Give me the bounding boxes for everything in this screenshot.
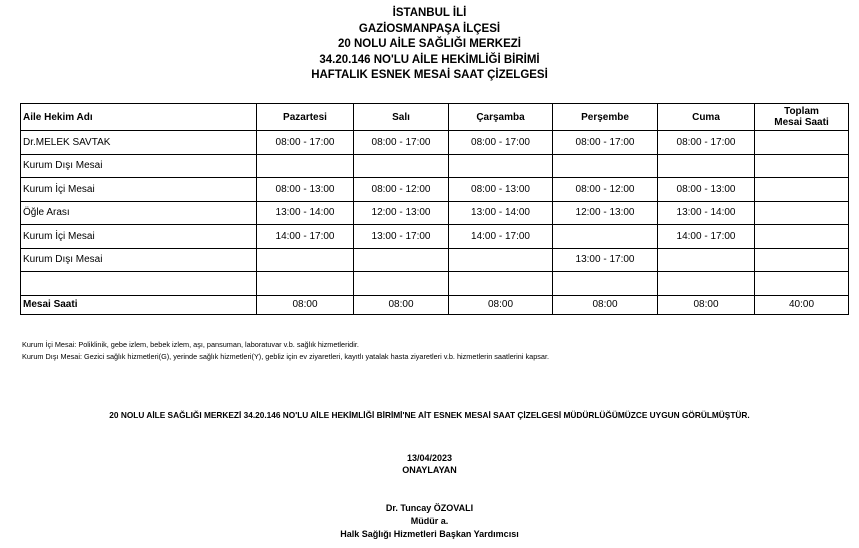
table-cell (755, 154, 849, 178)
table-row (21, 272, 849, 296)
approval-date-block (0, 452, 859, 476)
table-cell (553, 154, 658, 178)
summary-row (21, 295, 849, 314)
table-cell: 13:00 - 17:00 (354, 225, 449, 249)
table-cell (755, 272, 849, 296)
table-cell: 08:00 - 17:00 (553, 131, 658, 155)
signer-position: Halk Sağlığı Hizmetleri Başkan Yardımcısı (340, 529, 519, 539)
table-cell: 08:00 - 17:00 (354, 131, 449, 155)
col-header-monday: Pazartesi (257, 104, 354, 131)
col-header-doctor: Aile Hekim Adı (21, 104, 257, 131)
table-cell (449, 272, 553, 296)
row-label: Dr.MELEK SAVTAK (21, 131, 257, 155)
summary-label: Mesai Saati (21, 295, 257, 314)
summary-cell: 08:00 (354, 295, 449, 314)
summary-cell: 08:00 (257, 295, 354, 314)
table-row (21, 201, 849, 225)
table-cell: 08:00 - 17:00 (449, 131, 553, 155)
row-label (21, 272, 257, 296)
header-province: İSTANBUL İLİ (392, 7, 467, 19)
approval-statement: 20 NOLU AİLE SAĞLIĞI MERKEZİ 34.20.146 NO'LU AİLE HEKİMLİĞİ BİRİMİ'NE AİT ESNEK MESAİ SAAT ÇİZELGESİ MÜDÜRLÜĞÜMÜZCE UYGUN GÖRÜLMÜŞTÜR. (109, 410, 750, 420)
approval-date: 13/04/2023 (406, 453, 453, 463)
signer-name: Dr. Tuncay ÖZOVALI (385, 503, 474, 513)
table-cell: 08:00 - 17:00 (658, 131, 755, 155)
table-cell: 08:00 - 13:00 (257, 178, 354, 202)
summary-cell: 08:00 (449, 295, 553, 314)
row-label: Öğle Arası (21, 201, 257, 225)
table-cell: 13:00 - 14:00 (257, 201, 354, 225)
table-row (21, 225, 849, 249)
table-cell (553, 272, 658, 296)
table-cell: 12:00 - 13:00 (553, 201, 658, 225)
table-row (21, 154, 849, 178)
table-cell: 14:00 - 17:00 (449, 225, 553, 249)
summary-total-cell: 40:00 (755, 295, 849, 314)
header-district: GAZİOSMANPAŞA İLÇESİ (358, 22, 501, 35)
footnote-internal: Kurum İçi Mesai: Poliklinik, gebe izlem, bebek izlem, aşı, pansuman, laboratuvar v.b. sağlık hizmetleridir. (22, 340, 359, 349)
table-cell: 13:00 - 17:00 (553, 248, 658, 272)
col-header-wednesday: Çarşamba (449, 104, 553, 131)
table-cell (658, 248, 755, 272)
table-cell (755, 201, 849, 225)
table-header-row (21, 104, 849, 131)
table-cell (449, 154, 553, 178)
header-unit: 34.20.146 NO'LU AİLE HEKİMLİĞİ BİRİMİ (319, 53, 540, 66)
schedule-table (20, 103, 849, 315)
table-cell (354, 248, 449, 272)
footnotes (22, 339, 549, 362)
col-header-friday: Cuma (658, 104, 755, 131)
table-cell: 14:00 - 17:00 (658, 225, 755, 249)
table-cell: 08:00 - 13:00 (449, 178, 553, 202)
table-cell: 14:00 - 17:00 (257, 225, 354, 249)
table-cell (257, 154, 354, 178)
table-cell: 12:00 - 13:00 (354, 201, 449, 225)
signature-block (0, 502, 859, 541)
table-cell (354, 272, 449, 296)
row-label: Kurum İçi Mesai (21, 178, 257, 202)
table-row (21, 248, 849, 272)
table-cell (257, 272, 354, 296)
table-cell: 08:00 - 12:00 (354, 178, 449, 202)
table-cell (449, 248, 553, 272)
document-header (0, 6, 859, 84)
col-header-thursday: Perşembe (553, 104, 658, 131)
table-cell (658, 154, 755, 178)
header-health-center: 20 NOLU AİLE SAĞLIĞI MERKEZİ (338, 38, 521, 50)
summary-cell: 08:00 (553, 295, 658, 314)
footnote-external: Kurum Dışı Mesai: Gezici sağlık hizmetleri(G), yerinde sağlık hizmetleri(Y), gebliz için ev ziyaretleri, kayıtlı yatalak hasta ziyaretleri v.b. hizmetlerin saatlerini kapsar. (22, 351, 550, 361)
table-row (21, 131, 849, 155)
table-cell: 08:00 - 12:00 (553, 178, 658, 202)
table-cell (354, 154, 449, 178)
summary-cell: 08:00 (658, 295, 755, 314)
table-cell (755, 248, 849, 272)
row-label: Kurum Dışı Mesai (21, 154, 257, 178)
table-cell: 08:00 - 17:00 (257, 131, 354, 155)
table-cell (553, 225, 658, 249)
table-cell (658, 272, 755, 296)
table-cell (755, 131, 849, 155)
table-cell: 08:00 - 13:00 (658, 178, 755, 202)
col-header-total-hours: Toplam Mesai Saati (755, 104, 849, 131)
signer-title: Müdür a. (410, 516, 449, 526)
table-cell: 13:00 - 14:00 (449, 201, 553, 225)
row-label: Kurum Dışı Mesai (21, 248, 257, 272)
table-cell: 13:00 - 14:00 (658, 201, 755, 225)
table-cell (755, 178, 849, 202)
approver-label: ONAYLAYAN (402, 465, 457, 475)
table-cell (755, 225, 849, 249)
col-header-tuesday: Salı (354, 104, 449, 131)
table-cell (257, 248, 354, 272)
header-schedule-title: HAFTALIK ESNEK MESAİ SAAT ÇİZELGESİ (311, 69, 548, 81)
table-row (21, 178, 849, 202)
row-label: Kurum İçi Mesai (21, 225, 257, 249)
